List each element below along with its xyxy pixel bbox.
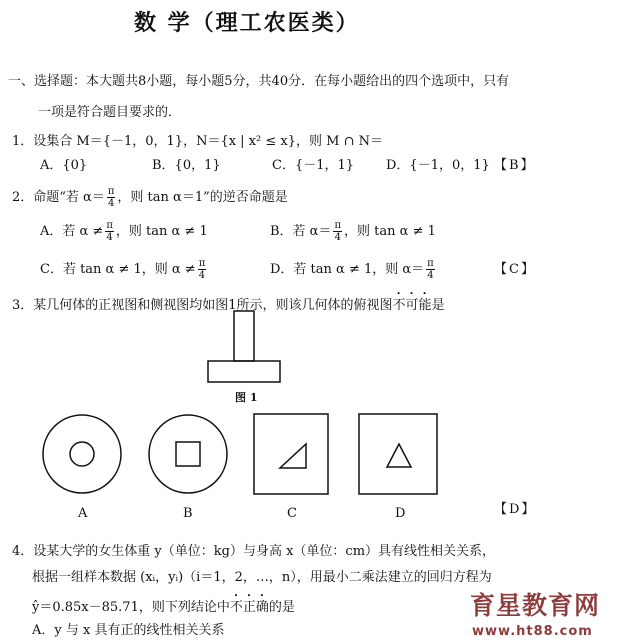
q1-stem: 1．设集合 M＝{－1，0，1}，N＝{x | x² ≤ x}，则 M ∩ N＝ [12,134,383,149]
q3-answer: 【D】 [494,502,537,517]
q2-stem: 2．命题“若 α＝ $\frac{\pi}{4}$ ，则 tan α＝1”的逆否命题是 [12,186,288,209]
section-intro-line1: 一、选择题：本大题共8小题，每小题5分，共40分．在每小题给出的四个选项中，只有 [8,74,510,89]
q3-figure-c-square-with-right-triangle [252,412,332,496]
q2-option-a: A．若 α ≠ $\frac{\pi}{4}$ ，则 tan α ≠ 1 [40,220,208,243]
q4-line3: ŷ＝0.85x－85.71，则下列结论中不正确的是 [32,600,295,615]
q3-label-c: C [287,506,297,521]
q3-label-a: A [78,506,88,521]
q2-answer: 【C】 [494,262,536,277]
q2-option-b: B．若 α＝ $\frac{\pi}{4}$ ，则 tan α ≠ 1 [270,220,436,243]
q1-answer: 【B】 [494,158,536,173]
figure-1-caption: 图 1 [235,391,258,404]
q3-figure-d-square-with-triangle [357,412,441,496]
section-intro-line2: 一项是符合题目要求的． [38,105,182,120]
q1-option-b: B．{0，1} [152,158,221,173]
q1-option-a: A．{0} [40,158,88,173]
q3-label-d: D [395,506,406,521]
page-title: 数 学（理工农医类） [134,10,360,36]
q3-stem: 3．某几何体的正视图和侧视图均如图1所示，则该几何体的俯视图不可能是 [12,298,445,313]
figure-1-front-view [200,305,290,387]
watermark-logo-text: 育星教育网 [470,591,601,620]
q1-option-c: C．{－1，1} [272,158,355,173]
q4-option-a: A．y 与 x 具有正的线性相关关系 [32,623,225,638]
q4-line1: 4．设某大学的女生体重 y（单位：kg）与身高 x（单位：cm）具有线性相关关系， [12,544,496,559]
q3-figure-b-circle-with-square [146,412,230,496]
q3-figure-a-circle-with-circle [40,412,124,496]
q3-label-b: B [183,506,193,521]
fraction-pi-over-4: $\frac{\pi}{4}$ [107,186,115,209]
q1-option-d: D．{－1，0，1} [386,158,490,173]
q2-option-d: D．若 tan α ≠ 1，则 α＝ $\frac{\pi}{4}$ [270,258,434,281]
q4-line2: 根据一组样本数据 (xᵢ，yᵢ)（i＝1，2，…，n），用最小二乘法建立的回归方程为 [32,570,492,585]
q2-option-c: C．若 tan α ≠ 1，则 α ≠ $\frac{\pi}{4}$ [40,258,206,281]
q4-emphasis: 不正确 [229,600,269,615]
q3-emphasis: 不可能 [392,298,432,313]
watermark-url: www.ht88.com [472,624,593,639]
